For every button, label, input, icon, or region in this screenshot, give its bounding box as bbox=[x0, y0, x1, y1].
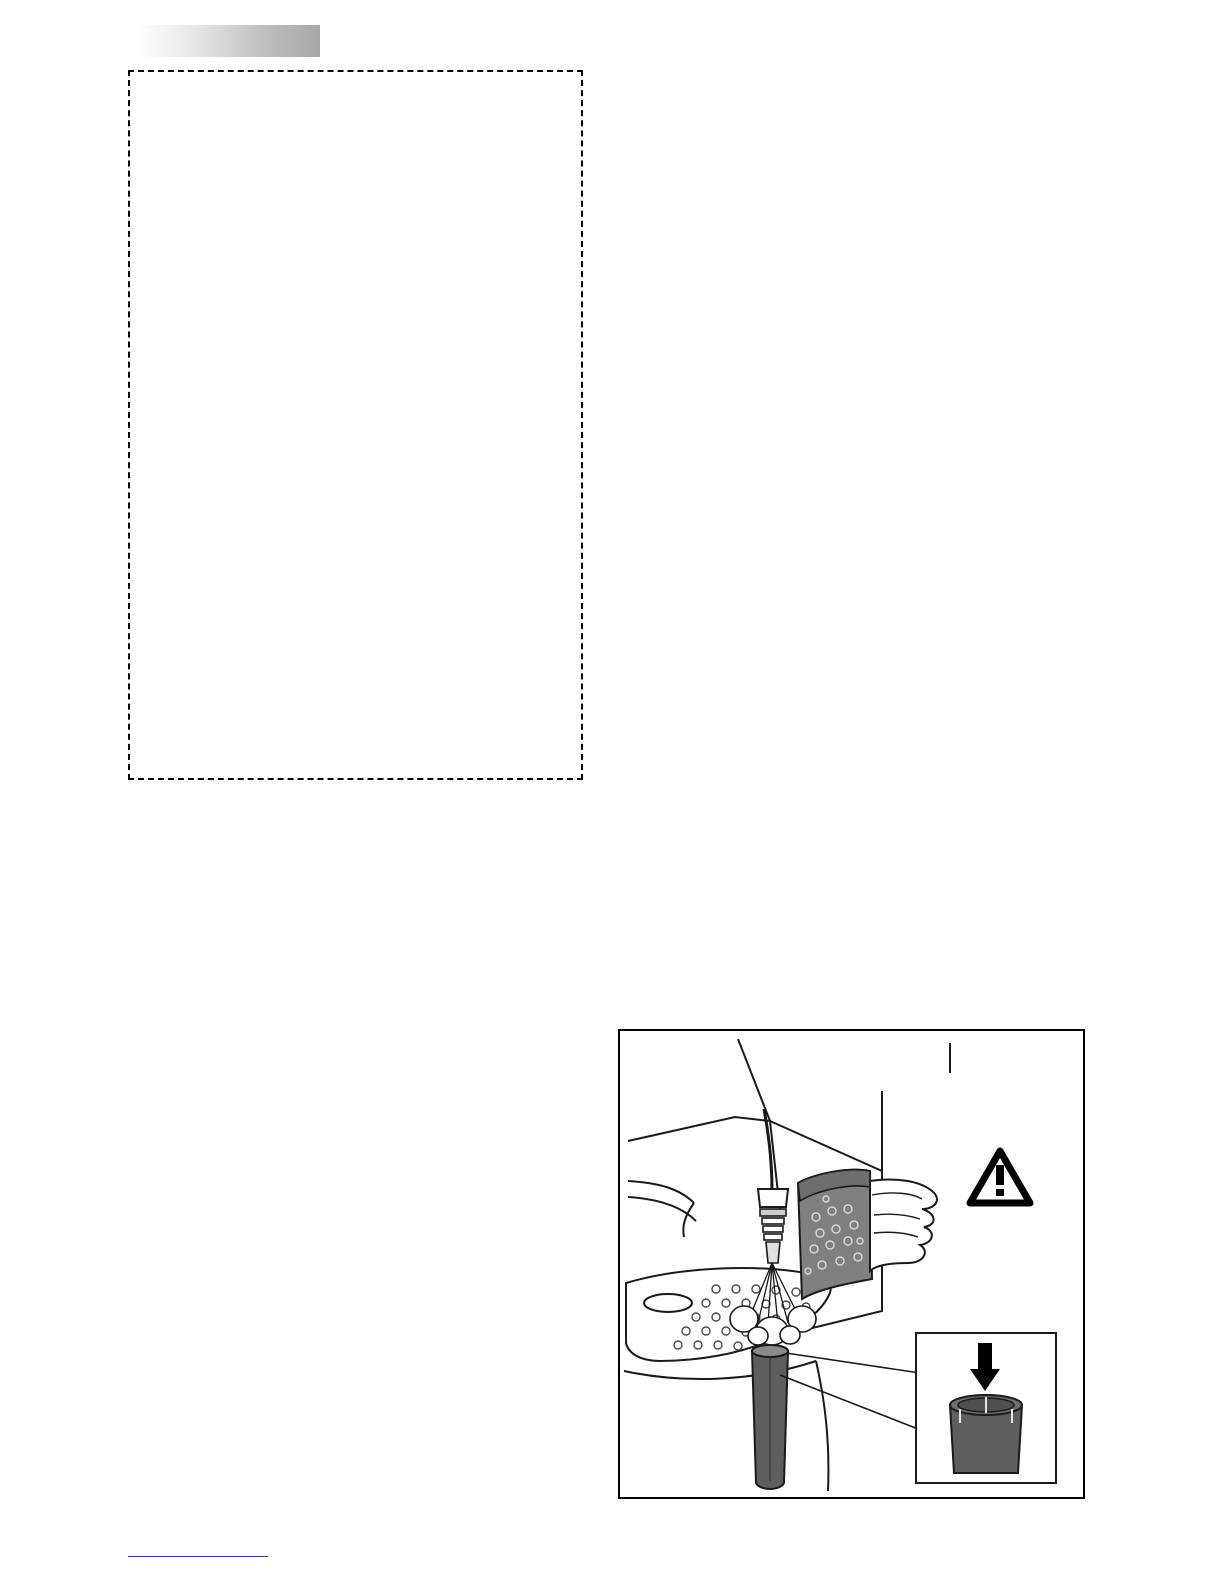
steam-nozzle bbox=[752, 1345, 788, 1489]
machine-base-outline bbox=[624, 1361, 828, 1491]
dashed-box-text bbox=[130, 72, 581, 100]
sponge-cloth bbox=[798, 1170, 872, 1299]
nozzle-detail-inset bbox=[916, 1333, 1056, 1483]
footer-rule bbox=[128, 1556, 268, 1557]
warning-triangle-icon bbox=[970, 1151, 1030, 1203]
dashed-content-box bbox=[128, 70, 583, 780]
machine-cleaning-diagram bbox=[620, 1031, 1083, 1497]
hand bbox=[870, 1179, 937, 1271]
leader-lines bbox=[780, 1353, 920, 1429]
page-header-bar bbox=[138, 25, 320, 57]
figure-panel bbox=[618, 1029, 1085, 1499]
